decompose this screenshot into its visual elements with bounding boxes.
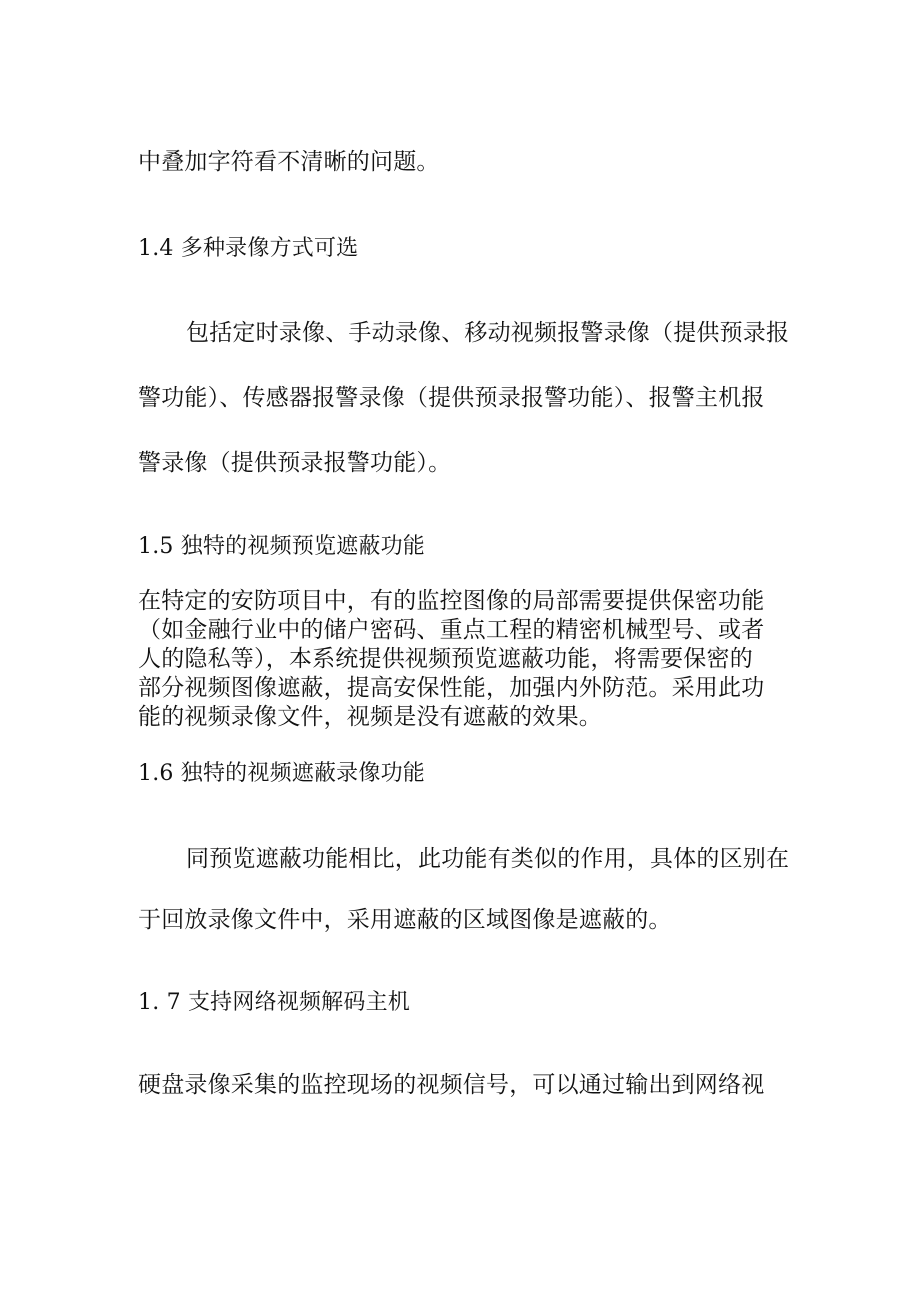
paragraph-line: 于回放录像文件中，采用遮蔽的区域图像是遮蔽的。	[138, 907, 672, 933]
paragraph-line: （如金融行业中的储户密码、重点工程的精密机械型号、或者	[138, 617, 765, 643]
paragraph-line: 硬盘录像采集的监控现场的视频信号，可以通过输出到网络视	[138, 1072, 765, 1098]
section-heading-1-5: 1.5 独特的视频预览遮蔽功能	[138, 534, 425, 559]
paragraph-line: 警录像（提供预录报警功能）。	[138, 450, 452, 476]
paragraph-line: 部分视频图像遮蔽，提高安保性能，加强内外防范。采用此功	[138, 675, 765, 701]
section-heading-1-7: 1. 7 支持网络视频解码主机	[138, 990, 410, 1015]
section-heading-1-6: 1.6 独特的视频遮蔽录像功能	[138, 761, 425, 786]
paragraph-line: 包括定时录像、手动录像、移动视频报警录像（提供预录报	[186, 320, 790, 346]
section-heading-1-4: 1.4 多种录像方式可选	[138, 236, 359, 261]
paragraph-line: 在特定的安防项目中，有的监控图像的局部需要提供保密功能	[138, 588, 765, 614]
paragraph-line: 同预览遮蔽功能相比，此功能有类似的作用，具体的区别在	[186, 846, 790, 872]
paragraph-line: 能的视频录像文件，视频是没有遮蔽的效果。	[138, 704, 602, 730]
paragraph-line: 人的隐私等），本系统提供视频预览遮蔽功能，将需要保密的	[138, 646, 753, 672]
continuation-line: 中叠加字符看不清晰的问题。	[138, 149, 440, 175]
paragraph-line: 警功能）、传感器报警录像（提供预录报警功能）、报警主机报	[138, 385, 765, 411]
